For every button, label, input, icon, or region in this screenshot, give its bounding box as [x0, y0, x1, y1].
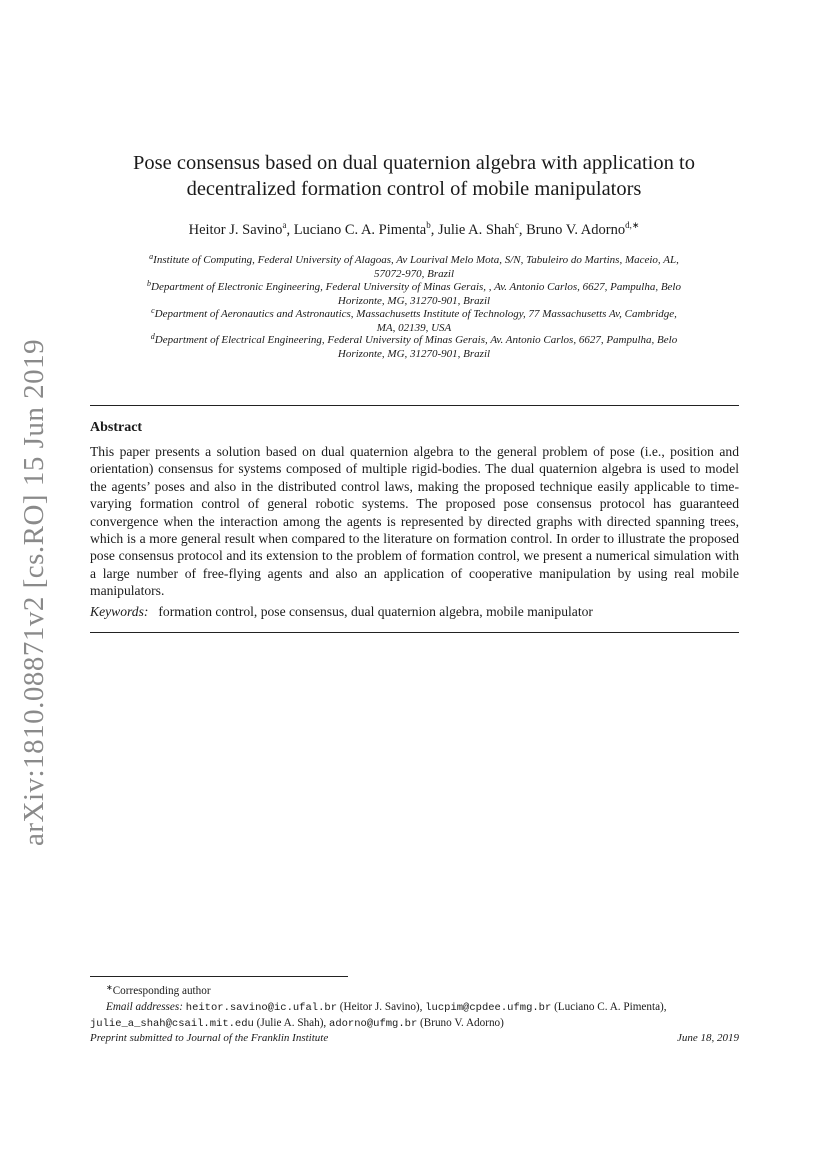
paper-title: [90, 150, 738, 202]
affiliation-mark: b: [147, 279, 151, 288]
affiliation-d: [96, 330, 732, 361]
email-owner: (Bruno V. Adorno): [420, 1017, 504, 1029]
email-label: Email addresses:: [106, 1000, 183, 1013]
email-link[interactable]: lucpim@cpdee.ufmg.br: [425, 1001, 552, 1014]
affiliation-line-2: Horizonte, MG, 31270-901, Brazil: [337, 347, 491, 360]
author-name: Julie A. Shah: [437, 222, 515, 238]
keywords-list: formation control, pose consensus, dual quaternion algebra, mobile manipulator: [158, 604, 593, 619]
affiliation-line-2: Horizonte, MG, 31270-901, Brazil: [337, 294, 491, 307]
affiliation-line-1: Department of Electronic Engineering, Federal University of Minas Gerais, , Av. Antonio Carlos, 6627, Pampulha, Belo: [151, 281, 681, 293]
affiliation-line-2: MA, 02139, USA: [376, 321, 452, 334]
author-affiliation-mark: c: [514, 220, 519, 230]
affiliation-mark: a: [149, 252, 154, 261]
preprint-date: June 18, 2019: [676, 1032, 739, 1044]
email-owner: (Julie A. Shah),: [256, 1017, 327, 1029]
affiliation-line-1: Institute of Computing, Federal University of Alagoas, Av Lourival Melo Mota, S/N, Tabuleiro do Martins, Maceio, AL,: [153, 254, 679, 266]
abstract-text: This paper presents a solution based on dual quaternion algebra to the general problem of pose (i.e., position and orientation) consensus for systems composed of multiple rigid-bodies. The dual quaternion algebra is used to model the agents’ poses and also in the distributed control laws, making the proposed technique easily applicable to time-varying formation control of general robotic systems. The proposed pose consensus protocol has guaranteed convergence when the interaction among the agents is represented by directed graphs with directed spanning trees, which is a more general result when compared to the literature on formation control. In order to illustrate the proposed pose consensus protocol and its extension to the problem of formation control, we present a numerical simulation with a large number of free-flying agents and also an application of cooperative manipulation by using real mobile manipulators.: [90, 444, 739, 599]
corresponding-author-text: Corresponding author: [112, 985, 211, 997]
author-separator: ,: [518, 222, 527, 238]
arxiv-identifier-stamp: arXiv:1810.08871v2 [cs.RO] 15 Jun 2019: [18, 338, 50, 846]
author-list: [90, 220, 738, 239]
email-owner: (Luciano C. A. Pimenta),: [554, 1000, 667, 1013]
email-link[interactable]: heitor.savino@ic.ufal.br: [185, 1001, 337, 1014]
author-separator: ,: [430, 222, 438, 238]
author-name: Luciano C. A. Pimenta: [293, 222, 427, 238]
email-owner: (Heitor J. Savino),: [339, 1000, 423, 1013]
email-link[interactable]: julie_a_shah@csail.mit.edu: [90, 1018, 254, 1030]
title-line-2: decentralized formation control of mobile manipulators: [186, 178, 642, 200]
footnote-rule: [90, 976, 348, 977]
title-line-1: Pose consensus based on dual quaternion algebra with application to: [133, 152, 695, 174]
author-name: Bruno V. Adorno: [526, 222, 626, 238]
keywords-line: [90, 604, 739, 620]
footnote-mark: ∗: [106, 983, 113, 992]
author-separator: ,: [286, 222, 294, 238]
email-addresses-line: [90, 1000, 739, 1017]
affiliation-mark: c: [151, 306, 155, 315]
author-affiliation-mark: d,∗: [625, 220, 640, 230]
abstract-top-rule: [90, 405, 739, 406]
corresponding-author-note: [90, 980, 739, 1000]
email-link[interactable]: adorno@ufmg.br: [329, 1018, 418, 1030]
affiliation-line-1: Department of Aeronautics and Astronautics, Massachusetts Institute of Technology, 77 Massachusetts Av, Cambridge,: [154, 308, 677, 320]
author-affiliation-mark: a: [282, 220, 287, 230]
abstract-heading: Abstract: [90, 420, 143, 435]
affiliation-line-1: Department of Electrical Engineering, Federal University of Minas Gerais, Av. Antonio Carlos, 6627, Pampulha, Belo: [154, 334, 678, 346]
abstract-bottom-rule: [90, 632, 739, 633]
footnote: [90, 980, 739, 1033]
affiliation-mark: d: [150, 332, 155, 341]
keywords-label: Keywords:: [90, 604, 149, 619]
affiliation-line-2: 57072-970, Brazil: [373, 267, 455, 280]
email-addresses-line: [90, 1016, 739, 1033]
author-name: Heitor J. Savino: [188, 222, 283, 238]
preprint-note: Preprint submitted to Journal of the Franklin Institute: [90, 1032, 329, 1044]
author-affiliation-mark: b: [426, 220, 431, 230]
